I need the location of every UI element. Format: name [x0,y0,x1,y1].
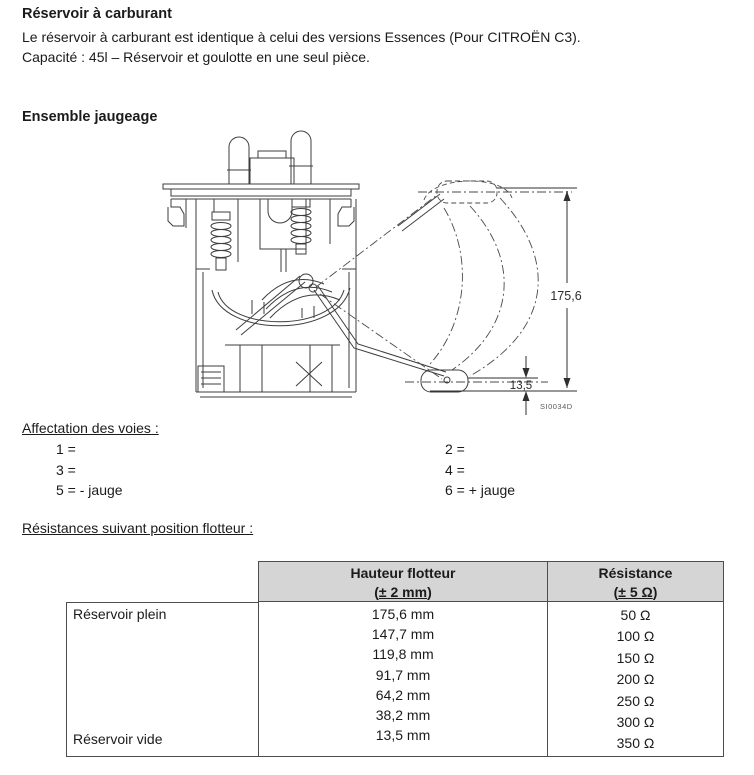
voie-5: 5 = - jauge [56,482,123,499]
height-value: 38,2 mm [375,707,431,724]
row-label-full: Réservoir plein [73,606,167,622]
height-value: 119,8 mm [372,646,434,663]
dimension-empty-height-label: 13,5 [509,380,533,392]
table-column-heights [258,602,548,757]
gauge-section-title: Ensemble jaugeage [22,109,158,125]
resistance-value: 200 Ω [616,671,655,688]
table-column-resistances [548,602,724,757]
voies-list-left [56,439,123,501]
row-label-empty: Réservoir vide [73,731,163,747]
resistance-table [66,561,724,757]
intro-line-2: Capacité : 45l – Réservoir et goulotte en une seul pièce. [22,49,370,65]
height-value: 91,7 mm [375,666,431,683]
resistance-section-heading: Résistances suivant position flotteur : [22,520,254,536]
intro-paragraph [22,27,581,67]
voies-list-right [445,439,515,501]
gauge-assembly-diagram [0,120,754,420]
resistance-value: 250 Ω [616,692,655,709]
height-value: 147,7 mm [371,626,435,643]
table-header-resistance [548,561,724,602]
height-value: 175,6 mm [371,606,435,622]
sender-unit-drawing [163,131,468,397]
table-header-empty [66,561,258,602]
resistance-value: 150 Ω [616,649,655,666]
page-title: Réservoir à carburant [22,6,172,22]
resistance-tolerance: (± 5 Ω) [613,584,658,600]
table-header-float-height [258,561,548,602]
intro-line-1: Le réservoir à carburant est identique à celui des versions Essences (Pour CITROËN C3). [22,29,581,45]
resistance-value: 100 Ω [616,628,655,645]
voie-1: 1 = [56,441,76,457]
float-height-tolerance: (± 2 mm) [374,584,432,600]
table-row-labels [66,602,258,757]
resistance-table-grid [66,561,724,757]
resistance-title: Résistance [598,565,673,581]
figure-reference-label: SI0034D [540,402,573,411]
voie-4: 4 = [445,461,465,478]
resistance-value: 300 Ω [616,714,655,731]
voie-3: 3 = [56,461,76,478]
voie-2: 2 = [445,441,465,457]
dimension-full-height-label: 175,6 [550,289,582,303]
voies-section-heading: Affectation des voies : [22,420,159,436]
height-value: 64,2 mm [375,686,431,703]
voie-6: 6 = + jauge [445,482,516,499]
float-height-title: Hauteur flotteur [350,565,456,581]
height-value: 13,5 mm [375,727,431,744]
resistance-value: 50 Ω [620,607,651,623]
resistance-value: 350 Ω [616,735,655,752]
